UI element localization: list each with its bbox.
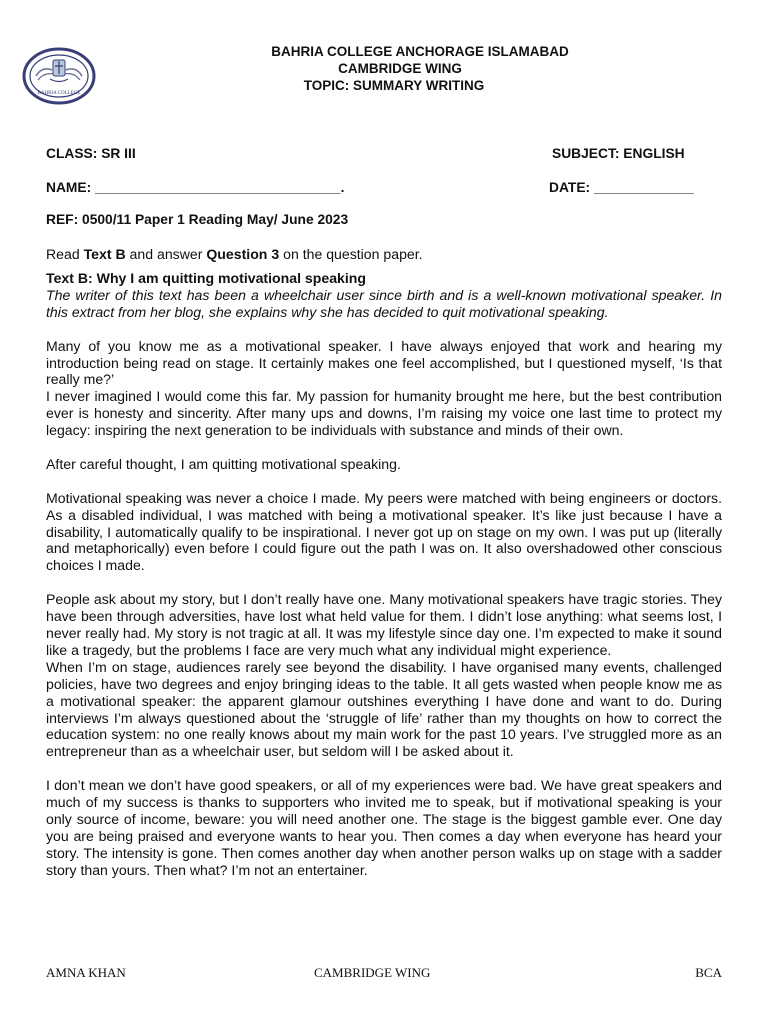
topic-title: TOPIC: SUMMARY WRITING xyxy=(303,78,485,93)
footer-org: BCA xyxy=(695,965,722,980)
paragraph-1: Many of you know me as a motivational speaker. I have always enjoyed that work and hearing my introduction being read on stage. It certainly makes one feel accomplished, but I questioned myself, ‘Is that really me?’ xyxy=(46,337,722,388)
college-name: BAHRIA COLLEGE ANCHORAGE ISLAMABAD xyxy=(271,44,569,59)
paragraph-5: People ask about my story, but I don’t really have one. Many motivational speakers have tragic stories. They have been through adversities, have lost what held value for them. I didn’t lose anything: what seems lost, I never really had. My story is not tragic at all. It was my lifestyle since day one. I’m expected to make it sound like a tragedy, but the problems I face are very much what any individual might experience. xyxy=(46,591,722,658)
class-label: CLASS: SR III xyxy=(46,146,136,161)
footer-author: AMNA KHAN xyxy=(46,965,126,980)
paragraph-4: Motivational speaking was never a choice I made. My peers were matched with being engineers or doctors. As a disabled individual, I was matched with being a motivational speaker. It’s like just because I have a disability, I automatically qualify to be inspirational. I never got up on stage on my own. I was put up (literally and metaphorically) even before I could figure out the path I was on. It also overshadowed other conscious choices I made. xyxy=(46,489,722,574)
paragraph-2: I never imagined I would come this far. My passion for humanity brought me here, but the best contribution ever is honesty and sincerity. After many ups and downs, I’m raising my voice one last time to protect my legacy: inspiring the next generation to be individuals with substance and minds of their own. xyxy=(46,388,722,439)
paragraph-7: I don’t mean we don’t have good speakers, or all of my experiences were bad. We have great speakers and much of my success is thanks to supporters who invited me to speak, but if motivational speaking is your only source of income, beware: you will need another one. The stage is the biggest gamble ever. One day you are being praised and everyone wants to hear you. Then comes a day when everyone has heard your story. The intensity is gone. Then comes another day when another person walks up on stage with a sadder story than yours. Then what? I’m not an entertainer. xyxy=(46,777,722,878)
wing-name: CAMBRIDGE WING xyxy=(338,61,462,76)
name-field: NAME: ________________________________. xyxy=(46,180,345,195)
passage-title: Text B: Why I am quitting motivational speaking xyxy=(46,270,367,286)
date-field: DATE: _____________ xyxy=(549,180,694,195)
svg-text:BAHRIA COLLEGE: BAHRIA COLLEGE xyxy=(37,91,81,96)
instruction-line: Read Text B and answer Question 3 on the question paper. xyxy=(46,246,423,262)
footer-wing: CAMBRIDGE WING xyxy=(314,965,431,980)
passage xyxy=(46,270,722,879)
paragraph-3: After careful thought, I am quitting motivational speaking. xyxy=(46,455,401,472)
passage-intro: The writer of this text has been a wheelchair user since birth and is a well-known motivational speaker. In this extract from her blog, she explains why she has decided to quit motivational speaking. xyxy=(46,286,722,320)
paragraph-6: When I’m on stage, audiences rarely see beyond the disability. I have organised many events, challenged policies, have two degrees and enjoy bringing ideas to the table. It all gets wasted when people know me as a motivational speaker: the apparent glamour outshines everything I have done and want to do. During interviews I’m always questioned about the ‘struggle of life’ rather than my thoughts on how to correct the education system: no one really knows about my main work for the past 10 years. I’ve struggled more as an entrepreneur than as a wheelchair user, but seldom will I be asked about it. xyxy=(46,658,722,760)
subject-label: SUBJECT: ENGLISH xyxy=(552,146,685,161)
reference-line: REF: 0500/11 Paper 1 Reading May/ June 2023 xyxy=(46,212,349,227)
